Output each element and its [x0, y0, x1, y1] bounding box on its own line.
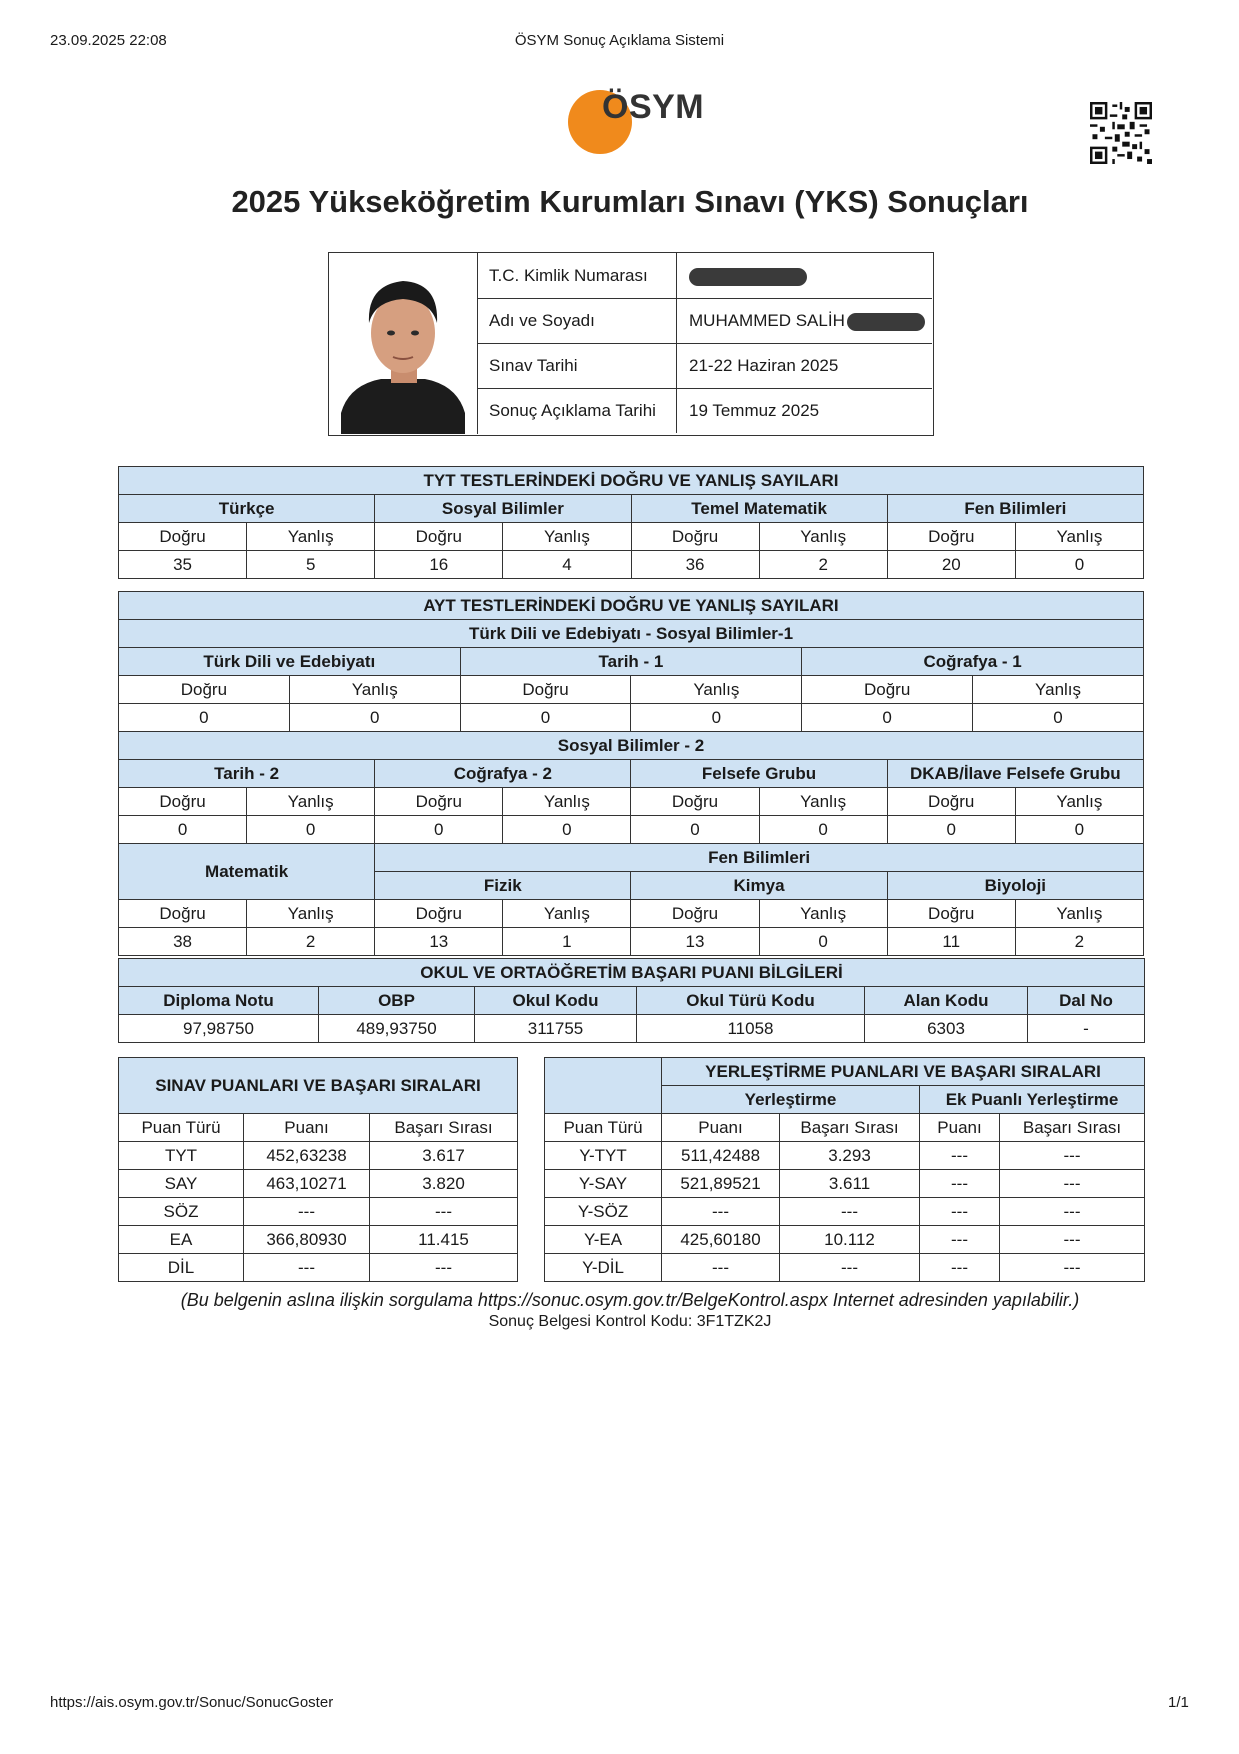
score-row	[119, 1198, 1145, 1226]
sinav-title: SINAV PUANLARI VE BAŞARI SIRALARI	[119, 1058, 518, 1114]
okul-value: 97,98750	[119, 1015, 319, 1043]
okul-value: 11058	[637, 1015, 865, 1043]
yerlestirme-cell: ---	[1000, 1254, 1145, 1282]
ayt-value: 2	[1015, 928, 1143, 956]
yerlestirme-header: Başarı Sırası	[1000, 1114, 1145, 1142]
sinav-cell: SÖZ	[119, 1198, 244, 1226]
scores-table	[118, 1057, 1145, 1282]
redaction-mark	[847, 313, 925, 331]
info-row-exam-date	[477, 343, 932, 389]
yerlestirme-cell: 10.112	[780, 1226, 920, 1254]
ayt-group2-title: Sosyal Bilimler - 2	[119, 732, 1144, 760]
yerlestirme-header: Puan Türü	[545, 1114, 662, 1142]
sinav-cell: 463,10271	[244, 1170, 370, 1198]
info-row-tc	[477, 253, 932, 299]
yerlestirme-sub2: Ek Puanlı Yerleştirme	[920, 1086, 1145, 1114]
yerlestirme-cell: 511,42488	[662, 1142, 780, 1170]
yanlis-label: Yanlış	[503, 900, 631, 928]
yerlestirme-cell: ---	[1000, 1170, 1145, 1198]
yerlestirme-cell: Y-EA	[545, 1226, 662, 1254]
okul-value: 311755	[475, 1015, 637, 1043]
tyt-subject: Sosyal Bilimler	[375, 495, 631, 523]
sinav-cell: EA	[119, 1226, 244, 1254]
ayt-value: 11	[887, 928, 1015, 956]
yerlestirme-title: YERLEŞTİRME PUANLARI VE BAŞARI SIRALARI	[662, 1058, 1145, 1086]
osym-logo	[568, 84, 708, 156]
ayt-value: 0	[460, 704, 631, 732]
ayt-subject: Kimya	[631, 872, 887, 900]
tyt-value: 0	[1015, 551, 1143, 579]
yerlestirme-cell: 425,60180	[662, 1226, 780, 1254]
yerlestirme-cell: ---	[920, 1254, 1000, 1282]
sinav-cell: 452,63238	[244, 1142, 370, 1170]
okul-value: 6303	[865, 1015, 1028, 1043]
print-datetime: 23.09.2025 22:08	[50, 32, 167, 49]
yerlestirme-cell: ---	[1000, 1226, 1145, 1254]
yanlis-label: Yanlış	[247, 900, 375, 928]
yanlis-label: Yanlış	[289, 676, 460, 704]
page-number: 1/1	[1168, 1694, 1189, 1711]
yerlestirme-header: Puanı	[920, 1114, 1000, 1142]
tyt-value: 20	[887, 551, 1015, 579]
tyt-subject: Temel Matematik	[631, 495, 887, 523]
yanlis-label: Yanlış	[503, 523, 631, 551]
okul-header: Diploma Notu	[119, 987, 319, 1015]
ayt-value: 0	[375, 816, 503, 844]
yerlestirme-corner	[545, 1058, 662, 1114]
yerlestirme-cell: ---	[920, 1226, 1000, 1254]
okul-header: Okul Kodu	[475, 987, 637, 1015]
dogru-label: Doğru	[887, 523, 1015, 551]
yerlestirme-cell: ---	[780, 1198, 920, 1226]
dogru-label: Doğru	[631, 788, 759, 816]
sinav-cell: ---	[244, 1254, 370, 1282]
yerlestirme-cell: ---	[920, 1170, 1000, 1198]
tyt-subject: Fen Bilimleri	[887, 495, 1143, 523]
yanlis-label: Yanlış	[1015, 900, 1143, 928]
ayt-value: 0	[503, 816, 631, 844]
okul-value: -	[1028, 1015, 1145, 1043]
yanlis-label: Yanlış	[631, 676, 802, 704]
yerlestirme-cell: 3.611	[780, 1170, 920, 1198]
yanlis-label: Yanlış	[973, 676, 1144, 704]
ayt-value: 0	[759, 928, 887, 956]
yerlestirme-cell: Y-TYT	[545, 1142, 662, 1170]
ayt-value: 1	[503, 928, 631, 956]
dogru-label: Doğru	[119, 676, 290, 704]
tyt-value: 16	[375, 551, 503, 579]
candidate-photo	[329, 253, 478, 434]
page-title: 2025 Yükseköğretim Kurumları Sınavı (YKS) Sonuçları	[231, 184, 1029, 219]
yerlestirme-cell: ---	[662, 1254, 780, 1282]
qr-code-icon	[1090, 102, 1152, 164]
sinav-cell: 3.820	[370, 1170, 518, 1198]
dogru-label: Doğru	[631, 900, 759, 928]
sinav-cell: 366,80930	[244, 1226, 370, 1254]
sinav-header: Başarı Sırası	[370, 1114, 518, 1142]
ayt-value: 13	[375, 928, 503, 956]
okul-table	[118, 958, 1145, 1043]
okul-title: OKUL VE ORTAÖĞRETİM BAŞARI PUANI BİLGİLERİ	[119, 959, 1145, 987]
name-label: Adı ve Soyadı	[477, 298, 677, 343]
dogru-label: Doğru	[119, 523, 247, 551]
yanlis-label: Yanlış	[759, 788, 887, 816]
score-row	[119, 1170, 1145, 1198]
result-date-value: 19 Temmuz 2025	[689, 401, 820, 420]
logo-text: ÖSYM	[602, 88, 705, 126]
yerlestirme-cell: 3.293	[780, 1142, 920, 1170]
ayt-table	[118, 591, 1144, 956]
yerlestirme-cell: 521,89521	[662, 1170, 780, 1198]
yanlis-label: Yanlış	[247, 788, 375, 816]
yerlestirme-cell: ---	[1000, 1142, 1145, 1170]
ayt-value: 0	[631, 704, 802, 732]
dogru-label: Doğru	[887, 900, 1015, 928]
ayt-matematik-header: Matematik	[119, 844, 375, 900]
verification-note: (Bu belgenin aslına ilişkin sorgulama https://sonuc.osym.gov.tr/BelgeKontrol.aspx Internet adresinden yapılabilir.)	[180, 1290, 1080, 1310]
yerlestirme-cell: ---	[662, 1198, 780, 1226]
tyt-value: 2	[759, 551, 887, 579]
redaction-mark	[689, 268, 807, 286]
ayt-value: 0	[973, 704, 1144, 732]
yerlestirme-sub1: Yerleştirme	[662, 1086, 920, 1114]
ayt-value: 0	[289, 704, 460, 732]
tyt-title: TYT TESTLERİNDEKİ DOĞRU VE YANLIŞ SAYILARI	[119, 467, 1144, 495]
yanlis-label: Yanlış	[1015, 523, 1143, 551]
print-url: https://ais.osym.gov.tr/Sonuc/SonucGoster	[50, 1694, 334, 1711]
ayt-title: AYT TESTLERİNDEKİ DOĞRU VE YANLIŞ SAYILARI	[119, 592, 1144, 620]
ayt-value: 2	[247, 928, 375, 956]
sinav-cell: 11.415	[370, 1226, 518, 1254]
sinav-cell: ---	[370, 1254, 518, 1282]
ayt-subject: DKAB/İlave Felsefe Grubu	[887, 760, 1143, 788]
score-row	[119, 1226, 1145, 1254]
info-row-result-date	[477, 388, 932, 433]
ayt-value: 0	[247, 816, 375, 844]
yerlestirme-header: Puanı	[662, 1114, 780, 1142]
tc-label: T.C. Kimlik Numarası	[477, 253, 677, 298]
exam-date-value: 21-22 Haziran 2025	[689, 356, 839, 375]
dogru-label: Doğru	[375, 788, 503, 816]
ayt-value: 0	[119, 704, 290, 732]
ayt-subject: Fizik	[375, 872, 631, 900]
tyt-subject: Türkçe	[119, 495, 375, 523]
name-value: MUHAMMED SALİH	[677, 298, 932, 343]
yerlestirme-cell: ---	[920, 1142, 1000, 1170]
sinav-header: Puanı	[244, 1114, 370, 1142]
ayt-fen-title: Fen Bilimleri	[375, 844, 1144, 872]
yerlestirme-cell: ---	[780, 1254, 920, 1282]
tc-value	[677, 253, 932, 298]
yerlestirme-cell: Y-SAY	[545, 1170, 662, 1198]
sinav-cell: ---	[244, 1198, 370, 1226]
ayt-value: 0	[631, 816, 759, 844]
ayt-subject: Coğrafya - 1	[802, 648, 1144, 676]
sinav-cell: 3.617	[370, 1142, 518, 1170]
yanlis-label: Yanlış	[247, 523, 375, 551]
yanlis-label: Yanlış	[1015, 788, 1143, 816]
ayt-value: 13	[631, 928, 759, 956]
ayt-value: 0	[802, 704, 973, 732]
sinav-cell: SAY	[119, 1170, 244, 1198]
yerlestirme-cell: ---	[920, 1198, 1000, 1226]
yanlis-label: Yanlış	[759, 900, 887, 928]
control-code: Sonuç Belgesi Kontrol Kodu: 3F1TZK2J	[488, 1313, 772, 1330]
ayt-value: 0	[1015, 816, 1143, 844]
sinav-cell: DİL	[119, 1254, 244, 1282]
okul-header: OBP	[319, 987, 475, 1015]
ayt-subject: Tarih - 2	[119, 760, 375, 788]
scores-spacer	[518, 1058, 545, 1282]
yerlestirme-cell: ---	[1000, 1198, 1145, 1226]
dogru-label: Doğru	[375, 900, 503, 928]
info-row-name	[477, 298, 932, 344]
dogru-label: Doğru	[119, 900, 247, 928]
result-date-label: Sonuç Açıklama Tarihi	[477, 388, 677, 433]
ayt-subject: Biyoloji	[887, 872, 1143, 900]
yanlis-label: Yanlış	[759, 523, 887, 551]
dogru-label: Doğru	[802, 676, 973, 704]
sinav-cell: TYT	[119, 1142, 244, 1170]
tyt-value: 5	[247, 551, 375, 579]
yerlestirme-cell: Y-DİL	[545, 1254, 662, 1282]
ayt-group1-title: Türk Dili ve Edebiyatı - Sosyal Bilimler-1	[119, 620, 1144, 648]
ayt-subject: Felsefe Grubu	[631, 760, 887, 788]
ayt-value: 0	[759, 816, 887, 844]
ayt-subject: Coğrafya - 2	[375, 760, 631, 788]
print-header-title: ÖSYM Sonuç Açıklama Sistemi	[514, 32, 725, 49]
okul-header: Alan Kodu	[865, 987, 1028, 1015]
yerlestirme-header: Başarı Sırası	[780, 1114, 920, 1142]
score-row	[119, 1254, 1145, 1282]
dogru-label: Doğru	[887, 788, 1015, 816]
exam-date-label: Sınav Tarihi	[477, 343, 677, 388]
tyt-table	[118, 466, 1144, 579]
tyt-value: 35	[119, 551, 247, 579]
sinav-header: Puan Türü	[119, 1114, 244, 1142]
dogru-label: Doğru	[375, 523, 503, 551]
dogru-label: Doğru	[460, 676, 631, 704]
okul-header: Dal No	[1028, 987, 1145, 1015]
ayt-subject: Türk Dili ve Edebiyatı	[119, 648, 461, 676]
dogru-label: Doğru	[119, 788, 247, 816]
score-row	[119, 1142, 1145, 1170]
candidate-info-box	[328, 252, 934, 436]
ayt-value: 0	[887, 816, 1015, 844]
sinav-cell: ---	[370, 1198, 518, 1226]
tyt-value: 4	[503, 551, 631, 579]
dogru-label: Doğru	[631, 523, 759, 551]
ayt-subject: Tarih - 1	[460, 648, 802, 676]
ayt-value: 0	[119, 816, 247, 844]
yerlestirme-cell: Y-SÖZ	[545, 1198, 662, 1226]
tyt-value: 36	[631, 551, 759, 579]
yanlis-label: Yanlış	[503, 788, 631, 816]
okul-value: 489,93750	[319, 1015, 475, 1043]
ayt-value: 38	[119, 928, 247, 956]
okul-header: Okul Türü Kodu	[637, 987, 865, 1015]
